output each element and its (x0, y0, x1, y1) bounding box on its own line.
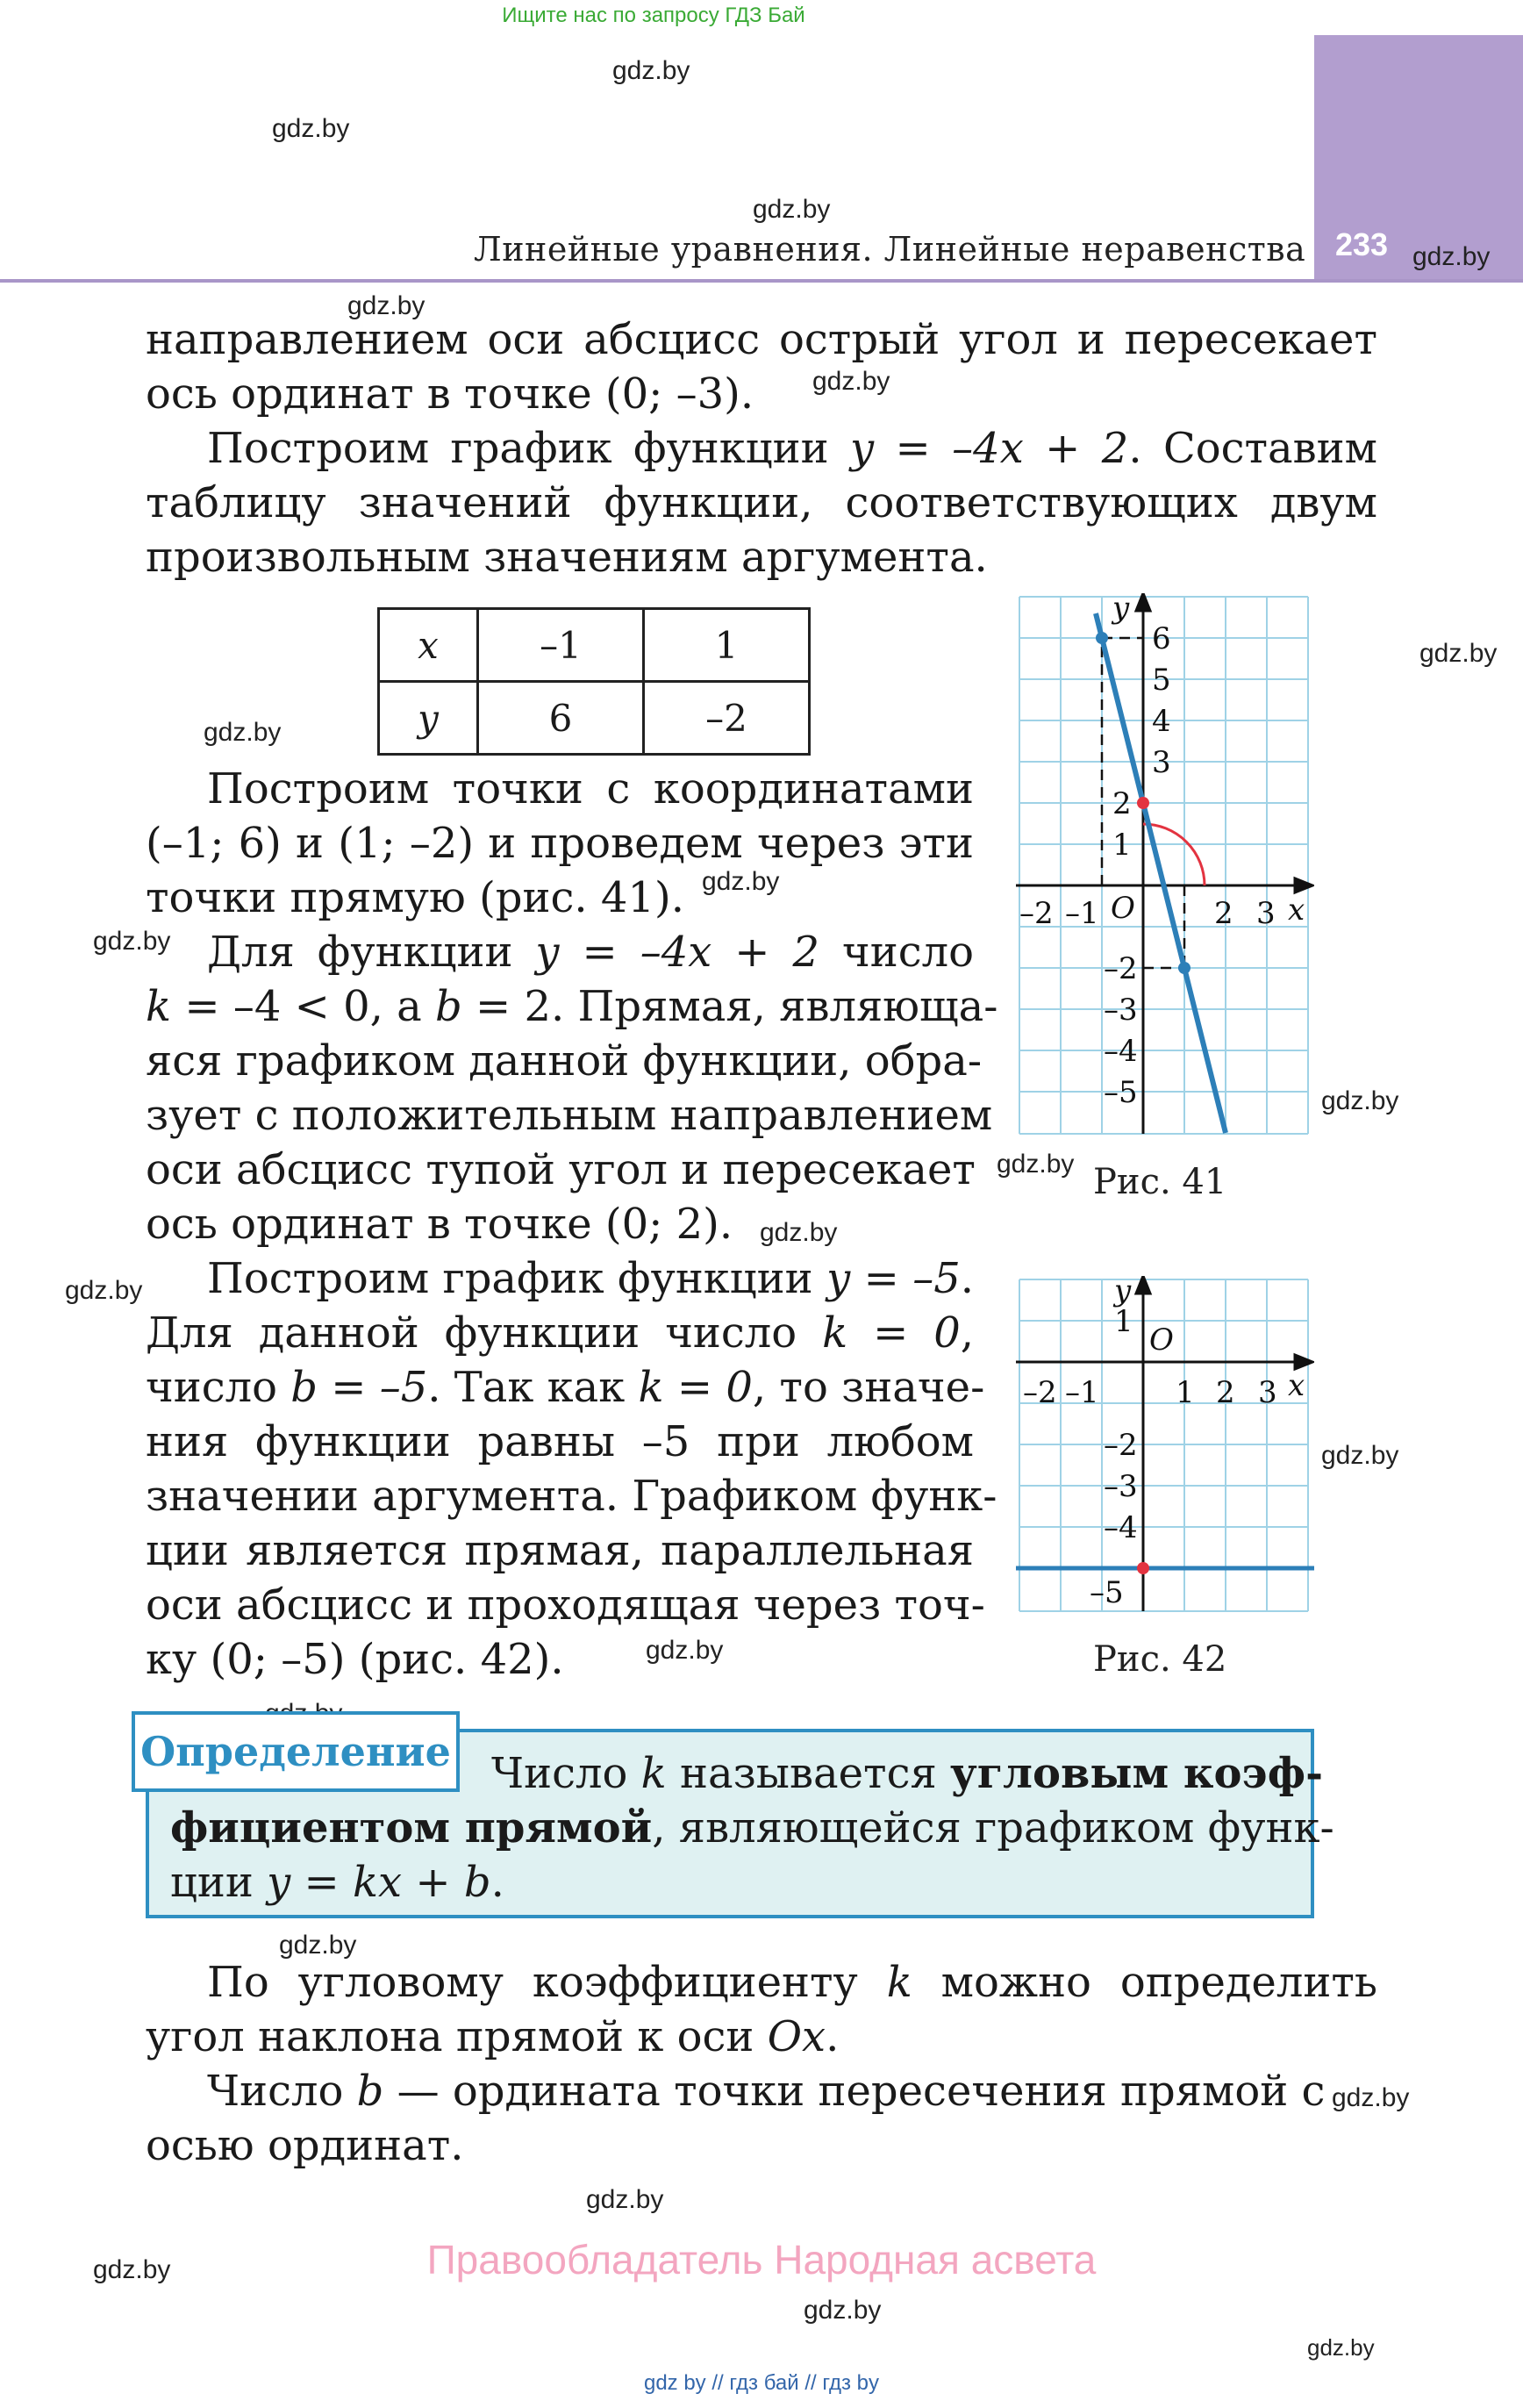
copyright-owner: Правообладатель Народная асвета (426, 2237, 1097, 2283)
tick-label: 1 (1112, 828, 1132, 863)
definition-text: Число k называется угловым коэф- (491, 1749, 1323, 1798)
text-line: точки прямую (рис. 41). (146, 873, 684, 922)
axis-label-y: y (1114, 1276, 1132, 1308)
watermark: gdz.by (646, 1636, 724, 1665)
definition-text: ции y = kx + b. (170, 1858, 504, 1907)
text-line: угол наклона прямой к оси Ox. (146, 2012, 840, 2061)
text-line: яся графиком данной функции, обра- (146, 1036, 983, 1086)
running-title: Линейные уравнения. Линейные неравенства (474, 230, 1306, 269)
tick-label: 1 (1114, 1304, 1133, 1339)
tick-label: 6 (1152, 621, 1171, 656)
tick-label: –2 (1023, 1375, 1057, 1410)
tick-label: –5 (1090, 1575, 1124, 1610)
definition-label: Определение (132, 1711, 460, 1792)
figure-41 (1016, 593, 1314, 1137)
table-cell: 6 (478, 682, 644, 755)
footer-links[interactable]: gdz by // гдз бай // гдз by (643, 2371, 880, 2395)
watermark: gdz.by (586, 2185, 664, 2214)
definition-text: фициентом прямой, являющейся графиком функ- (170, 1803, 1334, 1853)
values-table (377, 607, 811, 756)
text-line: число b = –5. Так как k = 0, то значе- (146, 1363, 985, 1412)
text-line: Число b — ордината точки пересечения прямой с (207, 2067, 1326, 2116)
tick-label: 5 (1152, 663, 1171, 698)
watermark: gdz.by (702, 867, 780, 896)
text-line: осью ординат. (146, 2121, 464, 2170)
origin-label: O (1111, 891, 1135, 926)
tick-label: 1 (1176, 1375, 1195, 1410)
watermark: gdz.by (279, 1931, 357, 1960)
watermark: gdz.by (760, 1218, 838, 1247)
table-cell: –1 (478, 609, 644, 682)
point-marker (1137, 797, 1149, 809)
watermark: gdz.by (347, 291, 425, 320)
origin-label: O (1149, 1322, 1174, 1358)
table-cell: –2 (644, 682, 810, 755)
text-line: ку (0; –5) (рис. 42). (146, 1635, 564, 1684)
text-line: направлением оси абсцисс острый угол и пересекает (146, 315, 1377, 364)
text-line: произвольным значениям аргумента. (146, 533, 988, 582)
tick-label: 3 (1256, 896, 1276, 931)
text-line: k = –4 < 0, а b = 2. Прямая, являюща- (146, 982, 998, 1031)
watermark: gdz.by (1307, 2334, 1375, 2361)
watermark: gdz.by (93, 927, 171, 956)
tick-label: 2 (1216, 1375, 1235, 1410)
tick-label: –1 (1065, 1375, 1099, 1410)
text-line: значении аргумента. Графиком функ- (146, 1472, 997, 1521)
watermark: gdz.by (65, 1276, 143, 1305)
table-header-cell: x (379, 609, 478, 682)
watermark: gdz.by (93, 2255, 171, 2284)
tick-label: 2 (1214, 896, 1233, 931)
watermark: gdz.by (612, 56, 690, 85)
tick-label: –3 (1104, 993, 1138, 1028)
figure-caption: Рис. 42 (1093, 1639, 1227, 1680)
tick-label: 4 (1152, 704, 1171, 739)
watermark: gdz.by (1419, 639, 1498, 668)
text-line: ции является прямая, параллельная (146, 1526, 974, 1575)
tick-label: 3 (1152, 745, 1171, 780)
text-line: Для функции y = –4x + 2 число (207, 928, 974, 977)
watermark: gdz.by (272, 114, 350, 143)
text-line: По угловому коэффициенту k можно определить (207, 1958, 1378, 2007)
watermark: gdz.by (1412, 242, 1491, 271)
header-rule (0, 279, 1523, 283)
tick-label: –2 (1104, 1428, 1138, 1463)
text-line: Построим график функции y = –5. (207, 1254, 974, 1303)
tick-label: –1 (1065, 896, 1099, 931)
table-cell: 1 (644, 609, 810, 682)
top-banner: Ищите нас по запросу ГДЗ Бай (502, 4, 805, 27)
watermark: gdz.by (1321, 1441, 1399, 1470)
table-header-cell: y (379, 682, 478, 755)
watermark: gdz.by (812, 367, 890, 396)
watermark: gdz.by (997, 1150, 1075, 1179)
page-number: 233 (1335, 226, 1389, 262)
point-marker (1096, 632, 1108, 644)
tick-label: 3 (1258, 1375, 1277, 1410)
table-row (379, 609, 810, 682)
text-line: таблицу значений функции, соответствующих двум (146, 478, 1377, 527)
tick-label: –4 (1104, 1034, 1138, 1069)
axis-label-x: x (1288, 892, 1305, 928)
watermark: gdz.by (1332, 2083, 1410, 2112)
tick-label: –2 (1019, 896, 1054, 931)
axis-label-y: y (1112, 593, 1130, 626)
text-line: Построим точки с координатами (207, 764, 974, 813)
text-line: (–1; 6) и (1; –2) и проведем через эти (146, 819, 974, 868)
watermark: gdz.by (1321, 1086, 1399, 1115)
point-marker (1178, 962, 1191, 974)
text-line: Для данной функции число k = 0, (146, 1308, 974, 1358)
text-line: ось ординат в точке (0; 2). (146, 1200, 733, 1249)
watermark: gdz.by (804, 2296, 882, 2325)
tick-label: 2 (1112, 786, 1132, 821)
tick-label: –4 (1104, 1510, 1138, 1545)
tick-label: –5 (1104, 1075, 1138, 1110)
text-line: оси абсцисс и проходящая через точ- (146, 1580, 985, 1630)
watermark: gdz.by (204, 718, 282, 747)
table-row (379, 682, 810, 755)
point-marker (1137, 1562, 1149, 1574)
watermark: gdz.by (753, 195, 831, 224)
figure-42 (1016, 1276, 1314, 1615)
text-line: зует с положительным направлением (146, 1091, 993, 1140)
axis-label-x: x (1288, 1368, 1305, 1403)
text-line: оси абсцисс тупой угол и пересекает (146, 1145, 976, 1194)
tick-label: –2 (1104, 951, 1138, 986)
figure-caption: Рис. 41 (1093, 1162, 1227, 1202)
tick-label: –3 (1104, 1469, 1138, 1504)
text-line: Построим график функции y = –4x + 2. Составим (207, 424, 1378, 473)
text-line: ния функции равны –5 при любом (146, 1417, 974, 1466)
text-line: ось ординат в точке (0; –3). (146, 369, 754, 419)
